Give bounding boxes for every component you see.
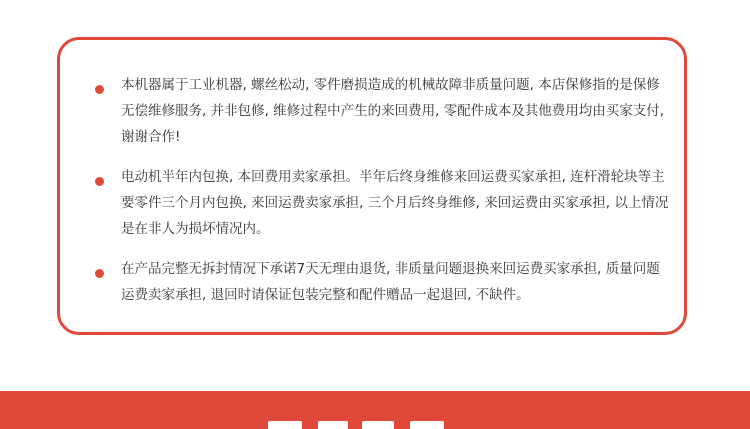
cropped-heading-glyph: [318, 421, 348, 429]
bullet-dot-icon: [95, 177, 104, 186]
cropped-heading-glyph: [268, 421, 302, 429]
notice-item-text: 在产品完整无拆封情况下承诺7天无理由退货, 非质量问题退换来回运费买家承担, 质量问题运费卖家承担, 退回时请保证包装完整和配件赠品一起退回, 不缺件。: [121, 261, 660, 303]
notice-item-text: 本机器属于工业机器, 螺丝松动, 零件磨损造成的机械故障非质量问题, 本店保修指的是保修无偿维修服务, 并非包修, 维修过程中产生的来回费用, 零配件成本及其他费用均由买家支付, 谢谢合作!: [121, 77, 665, 145]
bullet-dot-icon: [95, 85, 104, 94]
bullet-dot-icon: [95, 269, 104, 278]
warranty-notice-box: [57, 37, 687, 335]
section-header-band: [0, 391, 750, 429]
cropped-heading-glyph: [362, 421, 394, 429]
cropped-heading-glyph: [410, 421, 444, 429]
notice-item-text: 电动机半年内包换, 本回费用卖家承担。半年后终身维修来回运费买家承担, 连杆滑轮块等主要零件三个月内包换, 来回运费卖家承担, 三个月后终身维修, 来回运费由买家承担, 以上情况是在非人为损坏情况内。: [121, 169, 669, 237]
